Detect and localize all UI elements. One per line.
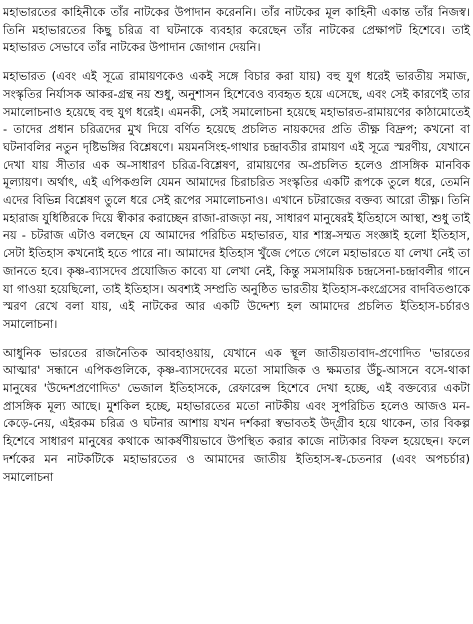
paragraph-2: মহাভারত (এবং এই সূত্রে রামায়ণকেও একই সঙ্গে বিচার করা যায়) বহু যুগ ধরেই ভারতীয় সমাজ, সংস্কৃতির নির্যাসক আকর-গ্রন্থ নয় শুধু, অনুশাসন হিশেবেও ব্যবহৃত হয়ে এসেছে, এবং সেই কারণেই তার সমালোচনাও হয়েছে বহু যুগ ধরেই। এমনকী, সেই সমালোচনা হয়েছে মহাভারত-রামায়ণের কাঠামোতেই - তাদের প্রধান চরিত্রদের মুখ দিয়ে বর্ণিত হয়েছে প্রচলিত নায়কদের প্রতি তীক্ষ্ণ বিদ্রুপ; কখনো বা ঘটনাবলির নতুন দৃষ্টিভঙ্গির বিশ্লেষণে। ময়মনসিংহ-গাথার চন্দ্রাবতীর রামায়ণ এই সূত্রে স্মরণীয়, যেখানে দেখা যায় সীতার এক অ-সাধারণ চরিত্র-বিশ্লেষণ, রামায়ণের অ-প্রচলিত হলেও প্রাসঙ্গিক মানবিক মূল্যায়ণ। অর্থাৎ, এই এপিকগুলি যেমন আমাদের চিরাচরিত সংস্কৃতির একটি রূপকে তুলে ধরে, তেমনি এদের বিভিন্ন বিশ্লেষণ তুলে ধরে সেই রূপের সমালোচনাও। এখানে চটরাজের বক্তব্য আরো তীক্ষ্ণ। তিনি মহারাজ যুধিষ্ঠিরকে দিয়ে স্বীকার করাচ্ছেন রাজা-রাজড়া নয়, সাধারণ মানুষেরই ইতিহাসে আস্থা, শুধু তাই নয় - চটরাজ এটাও বলছেন যে আমাদের পরিচিত মহাভারত, যার শাস্ত্র-সম্মত সংজ্ঞাই হলো ইতিহাস, সেটা ইতিহাস কখনোই হতে পারে না। আমাদের ইতিহাস খুঁজে পেতে গেলে মহাভারতে যা লেখা নেই তা জানতে হবে। কৃষ্ণ-ব্যাসদেব প্রযোজিত কাব্যে যা লেখা নেই, কিন্তু সমসাময়িক চন্দ্রসেনা-চন্দ্রাবলীর গানে যা গাওয়া হয়েছিলো, তাই ইতিহাস। অবশ্যই সম্প্রতি অনুষ্ঠিত ভারতীয় ইতিহাস-কংগ্রেসের বাদবিতণ্ডাকে স্মরণ রেখে বলা যায়, এই নাটকের আর একটি উদ্দেশ্য হল আমাদের প্রচলিত ইতিহাস-চর্চারও সমালোচনা। [3, 69, 470, 331]
paragraph-1: মহাভারতের কাহিনীকে তাঁর নাটকের উপাদান করেননি। তাঁর নাটকের মূল কাহিনী একান্ত তাঁর নিজস্ব। তিনি মহাভারতের কিছু চরিত্র বা ঘটনাকে ব্যবহার করেছেন তাঁর নাটকের প্রেক্ষাপট হিশেবে। তাই মহাভারত সেভাবে তাঁর নাটকের উপাদান জোগান দেয়নি। [3, 5, 470, 55]
paragraph-3: আধুনিক ভারতের রাজনৈতিক আবহাওয়ায়, যেখানে এক স্থূল জাতীয়তাবাদ-প্রণোদিত 'ভারতের আত্মার' সন্ধানে এপিকগুলিকে, কৃষ্ণ-ব্যাসদেবের মতো সামাজিক ও ক্ষমতার উঁচু-আসনে বসে-থাকা মানুষের 'উদ্দেশপ্রণোদিত' ভেজাল ইতিহাসকে, রেফারেন্স হিশেবে দেখা হচ্ছে, এই বক্তব্যের একটা প্রাসঙ্গিক মূল্য আছে। মুশকিল হচ্ছে, মহাভারতের মতো নাটকীয় এবং সুপরিচিত হলেও আজও মন-কেড়ে-নেয়, এইরকম চরিত্র ও ঘটনার আশায় যখন দর্শকরা স্বভাবতই উদ্গ্রীব হয়ে থাকেন, তার বিকল্প হিশেবে সাধারণ মানুষের কথাকে আকর্ষণীয়ভাবে উপস্থিত করার কাজে নাট্যকার বিফল হয়েছেন। ফলে দর্শকের মন নাটকটিকে মহাভারতের ও আমাদের জাতীয় ইতিহাস-স্ব-চেতনার (এবং অপচর্চার) সমালোচনা [3, 345, 470, 484]
